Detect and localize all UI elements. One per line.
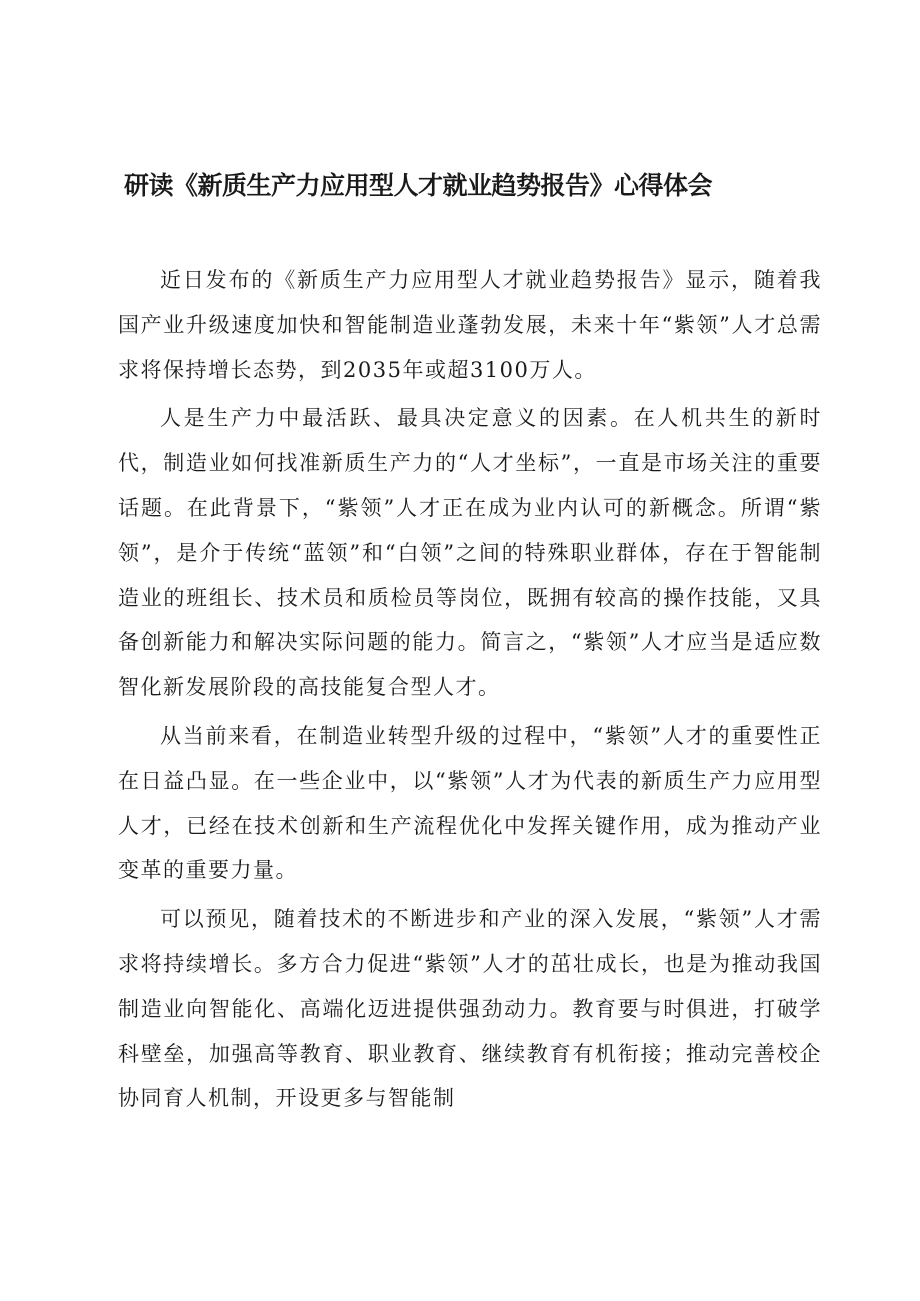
document-title: 研读《新质生产力应用型人才就业趋势报告》心得体会 [124, 171, 713, 200]
paragraph: 从当前来看，在制造业转型升级的过程中，“紫领”人才的重要性正在日益凸显。在一些企业中，以“紫领”人才为代表的新质生产力应用型人才，已经在技术创新和生产流程优化中发挥关键作用，成为推动产业变革的重要力量。 [118, 723, 822, 883]
paragraph: 人是生产力中最活跃、最具决定意义的因素。在人机共生的新时代，制造业如何找准新质生产力的“人才坐标”，一直是市场关注的重要话题。在此背景下，“紫领”人才正在成为业内认可的新概念。所谓“紫领”，是介于传统“蓝领”和“白领”之间的特殊职业群体，存在于智能制造业的班组长、技术员和质检员等岗位，既拥有较高的操作技能，又具备创新能力和解决实际问题的能力。简言之，“紫领”人才应当是适应数智化新发展阶段的高技能复合型人才。 [118, 406, 822, 700]
paragraph: 可以预见，随着技术的不断进步和产业的深入发展，“紫领”人才需求将持续增长。多方合力促进“紫领”人才的茁壮成长，也是为推动我国制造业向智能化、高端化迈进提供强劲动力。教育要与时俱进，打破学科壁垒，加强高等教育、职业教育、继续教育有机衔接；推动完善校企协同育人机制，开设更多与智能制 [118, 907, 822, 1111]
document-body [118, 258, 822, 1125]
paragraph: 近日发布的《新质生产力应用型人才就业趋势报告》显示，随着我国产业升级速度加快和智能制造业蓬勃发展，未来十年“紫领”人才总需求将保持增长态势，到2035年或超3100万人。 [118, 268, 822, 382]
